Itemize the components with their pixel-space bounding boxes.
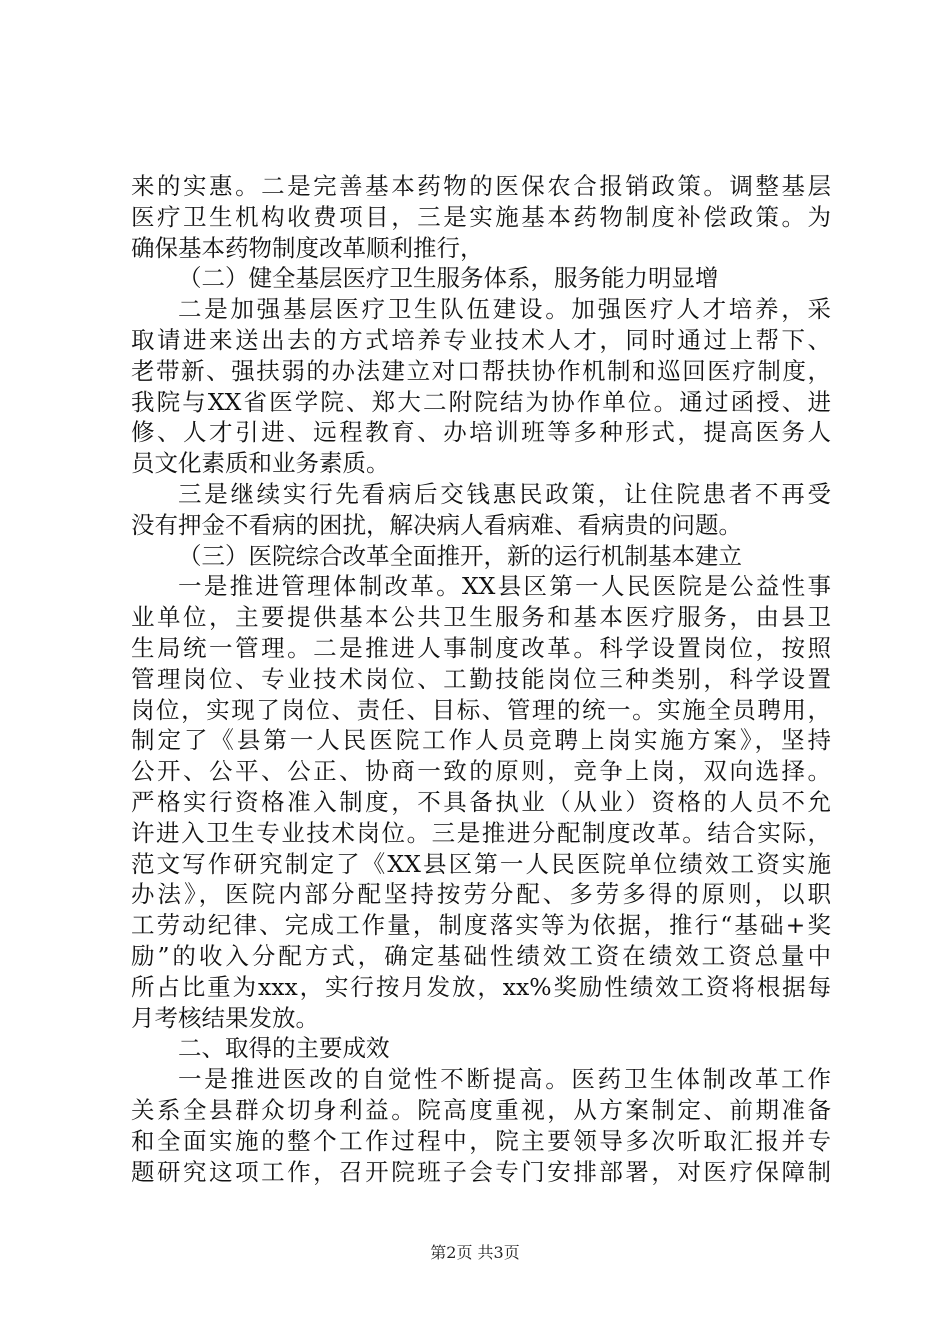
- text-line: 修、人才引进、远程教育、办培训班等多种形式，提高医务人: [131, 418, 831, 447]
- text-line: 题研究这项工作，召开院班子会专门安排部署，对医疗保障制: [131, 1157, 831, 1186]
- text-line: 员文化素质和业务素质。: [131, 449, 390, 478]
- text-line: 医疗卫生机构收费项目，三是实施基本药物制度补偿政策。为: [131, 202, 831, 231]
- text-line: 岗位，实现了岗位、责任、目标、管理的统一。实施全员聘用，: [131, 695, 831, 724]
- text-line: 办法》，医院内部分配坚持按劳分配、多劳多得的原则，以职: [131, 880, 831, 909]
- document-body: [131, 171, 831, 1187]
- text-line: 公开、公平、公正、协商一致的原则，竞争上岗，双向选择。: [131, 757, 831, 786]
- text-line: 关系全县群众切身利益。院高度重视，从方案制定、前期准备: [131, 1095, 831, 1124]
- text-line: 没有押金不看病的困扰，解决病人看病难、看病贵的问题。: [131, 510, 742, 539]
- text-line: 一是推进医改的自觉性不断提高。医药卫生体制改革工作: [178, 1065, 831, 1094]
- text-line: 二是加强基层医疗卫生队伍建设。加强医疗人才培养，采: [178, 295, 831, 324]
- text-line: 励”的收入分配方式，确定基础性绩效工资在绩效工资总量中: [131, 941, 831, 970]
- text-line: 生局统一管理。二是推进人事制度改革。科学设置岗位，按照: [131, 633, 831, 662]
- text-line: 管理岗位、专业技术岗位、工勤技能岗位三种类别，科学设置: [131, 664, 831, 693]
- text-line: 老带新、强扶弱的办法建立对口帮扶协作机制和巡回医疗制度，: [131, 356, 831, 385]
- text-line: 三是继续实行先看病后交钱惠民政策，让住院患者不再受: [178, 479, 831, 508]
- text-line: 许进入卫生专业技术岗位。三是推进分配制度改革。结合实际，: [131, 818, 831, 847]
- text-line: 严格实行资格准入制度，不具备执业（从业）资格的人员不允: [131, 787, 831, 816]
- text-line: 我院与XX省医学院、郑大二附院结为协作单位。通过函授、进: [131, 387, 831, 416]
- section-heading: （三）医院综合改革全面推开，新的运行机制基本建立: [178, 541, 742, 570]
- text-line: 月考核结果发放。: [131, 1003, 319, 1032]
- section-heading: 二、取得的主要成效: [178, 1034, 390, 1063]
- section-heading: （二）健全基层医疗卫生服务体系，服务能力明显增: [178, 264, 719, 293]
- text-line: 取请进来送出去的方式培养专业技术人才，同时通过上帮下、: [131, 325, 831, 354]
- text-line: 范文写作研究制定了《XX县区第一人民医院单位绩效工资实施: [131, 849, 831, 878]
- text-line: 制定了《县第一人民医院工作人员竞聘上岗实施方案》，坚持: [131, 726, 831, 755]
- text-line: 确保基本药物制度改革顺利推行，: [131, 233, 484, 262]
- text-line: 来的实惠。二是完善基本药物的医保农合报销政策。调整基层: [131, 172, 831, 200]
- text-line: 一是推进管理体制改革。XX县区第一人民医院是公益性事: [178, 572, 831, 601]
- text-line: 工劳动纪律、完成工作量，制度落实等为依据，推行“基础+奖: [131, 911, 831, 940]
- text-line: 业单位，主要提供基本公共卫生服务和基本医疗服务，由县卫: [131, 603, 831, 632]
- page-number-footer: 第2页 共3页: [430, 1243, 520, 1262]
- text-line: 所占比重为xxx，实行按月发放，xx%奖励性绩效工资将根据每: [131, 972, 831, 1001]
- text-line: 和全面实施的整个工作过程中，院主要领导多次听取汇报并专: [131, 1126, 831, 1155]
